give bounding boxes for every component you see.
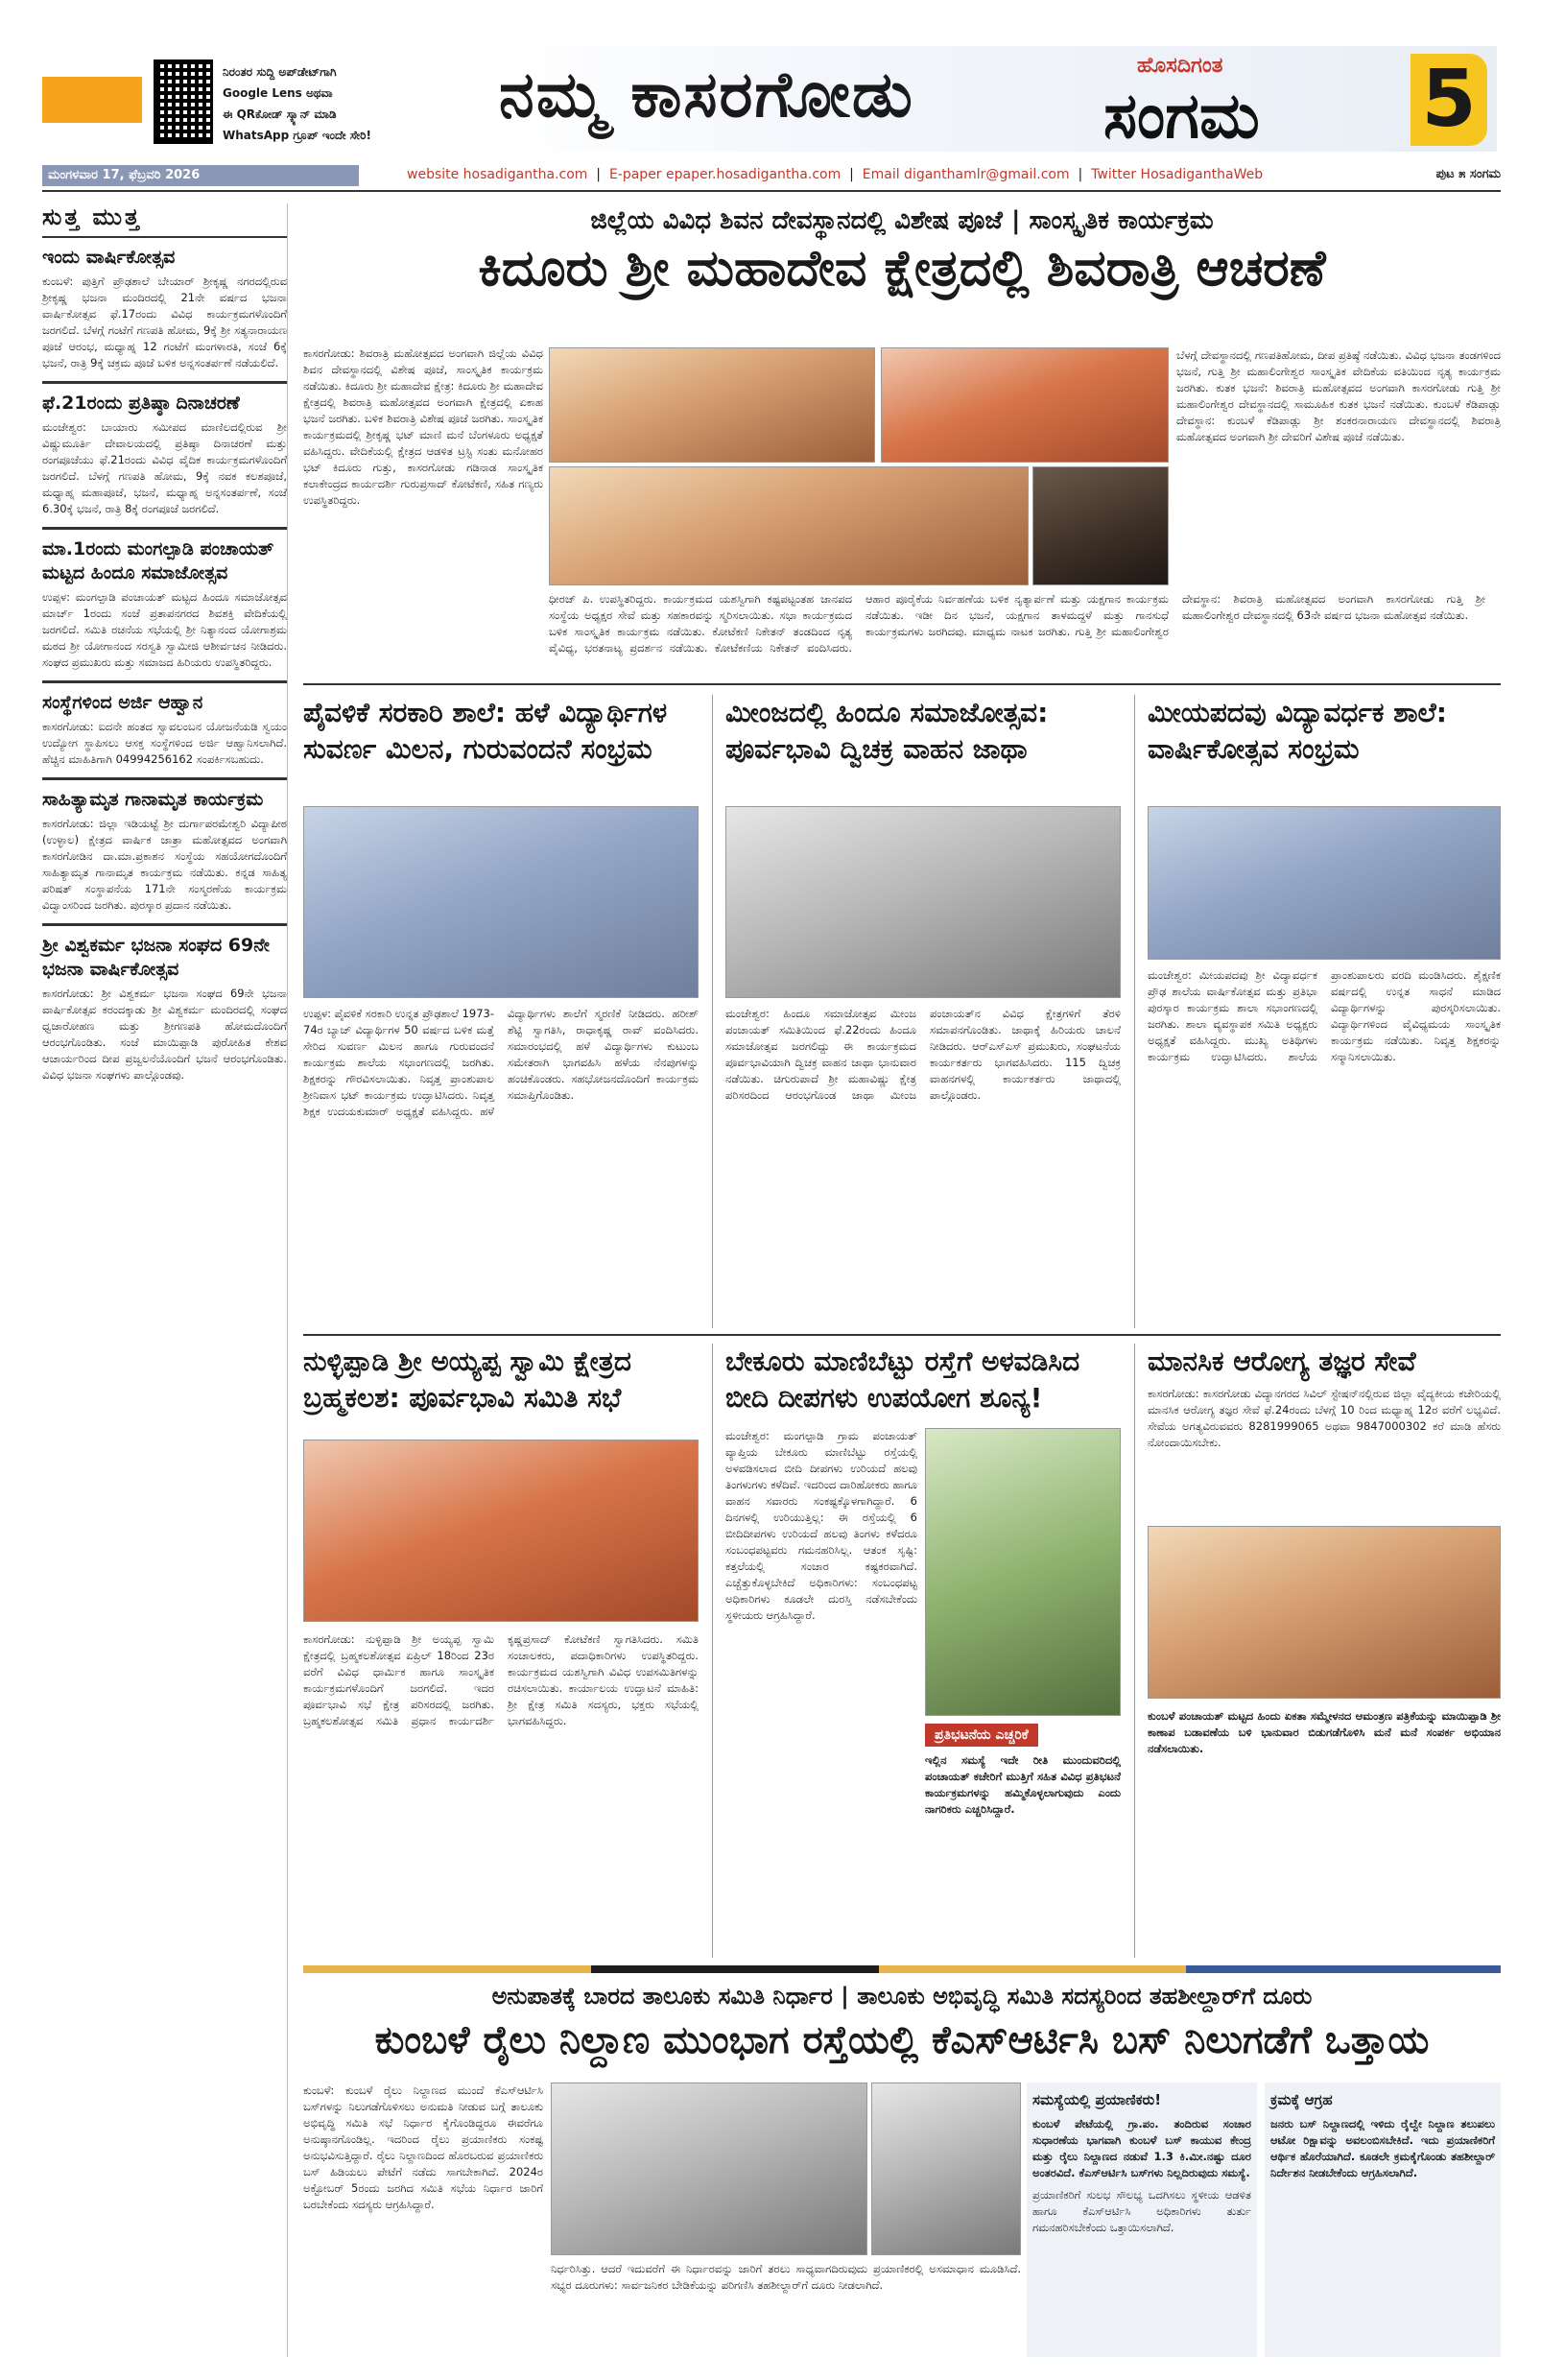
article-headline: ನುಳ್ಳಿಪ್ಪಾಡಿ ಶ್ರೀ ಅಯ್ಯಪ್ಪ ಸ್ವಾಮಿ ಕ್ಷೇತ್ರದ ಬ್ರಹ್ಮಕಲಶ: ಪೂರ್ವಭಾವಿ ಸಮಿತಿ ಸಭೆ bbox=[303, 1345, 631, 1414]
sidebar-item bbox=[42, 246, 287, 371]
sidebar-item bbox=[42, 537, 287, 671]
box-title: ಸಮಸ್ಯೆಯಲ್ಲಿ ಪ್ರಯಾಣಿಕರು! bbox=[1032, 2091, 1162, 2108]
protest-tag: ಪ್ರತಿಭಟನೆಯ ಎಚ್ಚರಿಕೆ bbox=[925, 1724, 1038, 1747]
photo-stage-event bbox=[549, 347, 875, 463]
sidebar-item-title: ಇಂದು ವಾರ್ಷಿಕೋತ್ಸವ bbox=[42, 247, 176, 268]
brand-logo: ಸಂಗಮ bbox=[1103, 79, 1260, 153]
column-rule bbox=[1134, 695, 1135, 1328]
divider bbox=[42, 680, 287, 683]
lead-text: ಕೋಟೆಕಣಿಯ ನಿಕೇತನ್ ವಂದಿಸಿದರು. ಆಹಾರ ಪೂರೈಕೆಯ ನಿರ್ವಹಣೆಯ ಬಳಿಕ ನೃತ್ಯಾರ್ಪಣೆ ಮತ್ತು ಯಕ್ಷಗಾನ ಕಾರ್ಯಕ್ರಮ ನಡೆಯಿತು. ಇಡೀ ದಿನ ಭಜನೆ, ಯಕ್ಷಗಾನ ತಾಳಮದ್ದಳೆ ಮತ್ತು ಗಾನಸುಧೆ ಕಾರ್ಯಕ್ರಮಗಳು ಜರಗಿದವು. bbox=[714, 592, 1169, 654]
lead-column-5: ಬೆಳಗ್ಗೆ ದೇವಸ್ಥಾನದಲ್ಲಿ ಗಣಪತಿಹೋಮ, ದೀಪ ಪ್ರತಿಷ್ಠೆ ನಡೆಯಿತು. ವಿವಿಧ ಭಜನಾ ತಂಡಗಳಿಂದ ಭಜನೆ, ಗುತ್ತಿ ಶ್ರೀ ಮಹಾಲಿಂಗೇಶ್ವರ ಸಾಂಸ್ಕೃತಿಕ ವೇದಿಕೆಯ ವತಿಯಿಂದ ನೃತ್ಯ ಕಾರ್ಯಕ್ರಮ ಜರಗಿತು. ಕುತಕ ಭಜನೆ: ಶಿವರಾತ್ರಿ ಮಹೋತ್ಸವದ ಅಂಗವಾಗಿ ಕಾಸರಗೋಡು ಗುತ್ತಿ ಶ್ರೀ ಮಹಾಲಿಂಗೇಶ್ವರ ದೇವಸ್ಥಾನದಲ್ಲಿ ಸಾಮೂಹಿಕ ಕುತಕ ಭಜನೆ ನಡೆಯಿತು. ಕುಂಬಳೆ ಕೆಡಿಪಾಡ್ಲು ದೇವಸ್ಥಾನ: ಕುಂಬಳೆ ಕೆಡಿಪಾಡ್ಲು ಶ್ರೀ ಶಂಕರನಾರಾಯಣ ದೇವಸ್ಥಾನದಲ್ಲಿ ಶಿವರಾತ್ರಿ ಮಹೋತ್ಸವದ ಅಂಗವಾಗಿ ಶ್ರೀ ದೇವರಿಗೆ ವಿಶೇಷ ಪೂಜೆ ನಡೆಯಿತು. bbox=[1176, 348, 1501, 443]
article-body: ಮಂಜೇಶ್ವರ: ಮೀಯಪದವು ಶ್ರೀ ವಿದ್ಯಾವರ್ಧಕ ಪ್ರೌಢ ಶಾಲೆಯ ವಾರ್ಷಿಕೋತ್ಸವ ಮತ್ತು ಪ್ರತಿಭಾ ಪುರಸ್ಕಾರ ಕಾರ್ಯಕ್ರಮ ಶಾಲಾ ಸಭಾಂಗಣದಲ್ಲಿ ಜರಗಿತು. ಶಾಲಾ ವ್ಯವಸ್ಥಾಪಕ ಸಮಿತಿ ಅಧ್ಯಕ್ಷರು ಅಧ್ಯಕ್ಷತೆ ವಹಿಸಿದ್ದರು. ಮುಖ್ಯ ಅತಿಥಿಗಳು ಕಾರ್ಯಕ್ರಮ ಉದ್ಘಾಟಿಸಿದರು. ಶಾಲೆಯ ಪ್ರಾಂಶುಪಾಲರು ವರದಿ ಮಂಡಿಸಿದರು. ಶೈಕ್ಷಣಿಕ ವರ್ಷದಲ್ಲಿ ಉನ್ನತ ಸಾಧನೆ ಮಾಡಿದ ವಿದ್ಯಾರ್ಥಿಗಳನ್ನು ಪುರಸ್ಕರಿಸಲಾಯಿತು. ವಿದ್ಯಾರ್ಥಿಗಳಿಂದ ವೈವಿಧ್ಯಮಯ ಸಾಂಸ್ಕೃತಿಕ ಕಾರ್ಯಕ್ರಮ ನಡೆಯಿತು. ನಿವೃತ್ತ ಶಿಕ್ಷಕರನ್ನು ಸನ್ಮಾನಿಸಲಾಯಿತು. bbox=[1148, 968, 1501, 1063]
issue-date: ಮಂಗಳವಾರ 17, ಫೆಬ್ರವರಿ 2026 bbox=[42, 165, 359, 186]
section-title: ನಮ್ಮ ಕಾಸರಗೋಡು bbox=[499, 58, 914, 131]
photo-bike-rally bbox=[725, 806, 1121, 998]
bottom-body-1: ಕುಂಬಳೆ: ಕುಂಬಳೆ ರೈಲು ನಿಲ್ದಾಣದ ಮುಂದೆ ಕೆಎಸ್ಆರ್ಟಿಸಿ ಬಸ್‌ಗಳನ್ನು ನಿಲುಗಡೆಗೊಳಿಸಲು ಅನುಮತಿ ನೀಡುವ ಬಗ್ಗೆ ತಾಲೂಕು ಅಭಿವೃದ್ಧಿ ಸಮಿತಿ ಸಭೆ ನಿರ್ಧಾರ ಕೈಗೊಂಡಿದ್ದರೂ ಈವರೆಗೂ ಅನುಷ್ಠಾನಗೊಂಡಿಲ್ಲ. ಇದರಿಂದ ರೈಲು ಪ್ರಯಾಣಿಕರು ಸಂಕಷ್ಟ ಅನುಭವಿಸುತ್ತಿದ್ದಾರೆ. ರೈಲು ನಿಲ್ದಾಣದಿಂದ ಹೊರಬರುವ ಪ್ರಯಾಣಿಕರು ಬಸ್ ಹಿಡಿಯಲು ಪೇಟೆಗೆ ನಡೆದು ಸಾಗಬೇಕಾಗಿದೆ. 2024ರ ಅಕ್ಟೋಬರ್ 5ರಂದು ಜರಗಿದ ಸಮಿತಿ ಸಭೆಯ ನಿರ್ಧಾರ ಜಾರಿಗೆ ಬರಬೇಕೆಂದು ಸದಸ್ಯರು ಆಗ್ರಹಿಸಿದ್ದಾರೆ. bbox=[303, 2083, 543, 2211]
photo-caption: ಕುಂಬಳೆ ಪಂಚಾಯತ್ ಮಟ್ಟದ ಹಿಂದು ಏಕತಾ ಸಮ್ಮೇಳನದ ಆಮಂತ್ರಣ ಪತ್ರಿಕೆಯನ್ನು ಮಾಯಿಪ್ಪಾಡಿ ಶ್ರೀ ಕಾಣಾಪ ಬಡಾವಣೆಯ ಬಳಿ ಭಾನುವಾರ ಬಿಡುಗಡೆಗೊಳಿಸಿ ಮನೆ ಮನೆ ಸಂಪರ್ಕ ಅಭಿಯಾನ ನಡೆಸಲಾಯಿತು. bbox=[1148, 1709, 1501, 1755]
twitter-link[interactable]: Twitter HosadiganthaWeb bbox=[1091, 167, 1264, 182]
color-strip bbox=[1186, 1965, 1501, 1973]
contact-links: website hosadigantha.com | E-paper epaper.hosadigantha.com | Email digantha​mlr@gmail.com | Twitter HosadiganthaWeb bbox=[407, 167, 1264, 182]
sidebar-item bbox=[42, 934, 287, 1083]
masthead bbox=[0, 0, 1541, 161]
photo-alumni-group bbox=[303, 806, 699, 998]
divider bbox=[42, 381, 287, 384]
article-body: ಕಾಸರಗೋಡು: ಕಾಸರಗೋಡು ವಿದ್ಯಾನಗರದ ಸಿವಿಲ್ ಸ್ಟೇಷನ್‌ನಲ್ಲಿರುವ ಜಿಲ್ಲಾ ವೈದ್ಯಕೀಯ ಕಚೇರಿಯಲ್ಲಿ ಮಾನಸಿಕ ಆರೋಗ್ಯ ತಜ್ಞರ ಸೇವೆ ಫೆ.24ರಂದು ಬೆಳಗ್ಗೆ 10 ರಿಂದ ಮಧ್ಯಾಹ್ನ 12ರ ವರೆಗೆ ಲಭ್ಯವಿದೆ. ಸೇವೆಯ ಅಗತ್ಯವಿರುವವರು 8281999065 ಅಥವಾ 9847000302 ಕರೆ ಮಾಡಿ ಹೆಸರು ನೋಂದಾಯಿಸಬೇಕು. bbox=[1148, 1387, 1501, 1449]
email-link[interactable]: Email digantha​mlr@gmail.com bbox=[862, 167, 1070, 182]
sidebar-item-text: ಕಾಸರಗೋಡು: ಜಿಲ್ಲಾ ಇಡಿಯಟ್ಟೆ ಶ್ರೀ ದುರ್ಗಾಪರಮೇಶ್ವರಿ ವಿದ್ಯಾಪೀಠ (ಉಳ್ಳಾಲ) ಕ್ಷೇತ್ರದ ವಾರ್ಷಿಕ ಜಾತ್ರಾ ಮಹೋತ್ಸವದ ಅಂಗವಾಗಿ ಕಾಸರಗೋಡಿನ ದಾ.ಮಾ.ಪ್ರಕಾಶನ ಸಂಸ್ಥೆಯ ಸಹಯೋಗದೊಂದಿಗೆ ಸಾಹಿತ್ಯಾಮೃತ ಗಾನಾಮೃತ ಕಾರ್ಯಕ್ರಮ ನಡೆಯಿತು. ಕನ್ನಡ ಸಾಹಿತ್ಯ ಪರಿಷತ್ ಸಂಸ್ಥಾಪನೆಯ 171ನೇ ಸಂಸ್ಮರಣೆಯ ಕಾರ್ಯಕ್ರಮ ವಿದ್ವಾಂಸರಿಂದ ಜರಗಿತು. ಪುರಸ್ಕಾರ ಪ್ರದಾನ ನಡೆಯಿತು. bbox=[42, 817, 287, 912]
article-headline: ಮೀಯಪದವು ವಿದ್ಯಾವರ್ಧಕ ಶಾಲೆ: ವಾರ್ಷಿಕೋತ್ಸವ ಸಂಭ್ರಮ bbox=[1148, 697, 1447, 765]
sidebar-item bbox=[42, 691, 287, 768]
article-headline: ಮೀಂಜದಲ್ಲಿ ಹಿಂದೂ ಸಮಾಜೋತ್ಸವ: ಪೂರ್ವಭಾವಿ ದ್ವಿಚಕ್ರ ವಾಹನ ಜಾಥಾ bbox=[725, 697, 1049, 765]
color-strip bbox=[591, 1965, 879, 1973]
sidebar-suttamutta bbox=[42, 203, 288, 2357]
divider bbox=[42, 527, 287, 530]
bottom-story bbox=[303, 1979, 1501, 2075]
website-link[interactable]: website hosadigantha.com bbox=[407, 167, 588, 182]
sidebar-item-title: ಮಾ.1ರಂದು ಮಂಗಲ್ಪಾಡಿ ಪಂಚಾಯತ್ ಮಟ್ಟದ ಹಿಂದೂ ಸಮಾಜೋತ್ಸವ bbox=[42, 538, 274, 583]
column-rule bbox=[712, 1344, 713, 1958]
edition-label: ಪುಟ ೫ ಸಂಗಮ bbox=[1435, 167, 1501, 181]
color-strip bbox=[303, 1965, 591, 1973]
photo-dance-performance bbox=[549, 466, 1029, 585]
lead-text: ಮಾಧ್ಯಮ ನಾಟಕ ಜರಗಿತು. ಗುತ್ತಿ ಶ್ರೀ ಮಹಾಲಿಂಗೇಶ್ವರ ದೇವಸ್ಥಾನ: ಶಿವರಾತ್ರಿ ಮಹೋತ್ಸವದ ಅಂಗವಾಗಿ ಕಾಸರಗೋಡು ಗುತ್ತಿ ಶ್ರೀ ಮಹಾಲಿಂಗೇಶ್ವರ ದೇವಸ್ಥಾನದಲ್ಲಿ 63ನೇ ವರ್ಷದ ಭಜನಾ ಮಹೋತ್ಸವ ನಡೆಯಿತು. bbox=[972, 592, 1485, 638]
sidebar-item-text: ಕಾಸರಗೋಡು: ಐದನೇ ಹಂತದ ಸ್ವಾವಲಂಬನ ಯೋಜನೆಯಡಿ ಸ್ವಯಂ ಉದ್ಯೋಗ ಸ್ಥಾಪಿಸಲು ಆಸಕ್ತ ಸಂಸ್ಥೆಗಳಿಂದ ಅರ್ಜಿ ಆಹ್ವಾನಿಸಲಾಗಿದೆ. ಹೆಚ್ಚಿನ ಮಾಹಿತಿಗಾಗಿ 04994256162 ಸಂಪರ್ಕಿಸಬಹುದು. bbox=[42, 720, 287, 766]
color-strip bbox=[879, 1965, 1186, 1973]
photo-railway-station bbox=[551, 2082, 867, 2255]
epaper-link[interactable]: E-paper epaper.hosadigantha.com bbox=[608, 167, 842, 182]
sidebar-item-title: ಸಾಹಿತ್ಯಾಮೃತ ಗಾನಾಮೃತ ಕಾರ್ಯಕ್ರಮ bbox=[42, 789, 264, 810]
section-rule bbox=[303, 1334, 1501, 1336]
article-headline: ಪೈವಳಿಕೆ ಸರಕಾರಿ ಶಾಲೆ: ಹಳೆ ವಿದ್ಯಾರ್ಥಿಗಳ ಸುವರ್ಣ ಮಿಲನ, ಗುರುವಂದನೆ ಸಂಭ್ರಮ bbox=[303, 697, 668, 765]
side-box-demand bbox=[1265, 2082, 1501, 2357]
lead-kicker: ಜಿಲ್ಲೆಯ ವಿವಿಧ ಶಿವನ ದೇವಸ್ಥಾನದಲ್ಲಿ ವಿಶೇಷ ಪೂಜೆ | ಸಾಂಸ್ಕೃತಿಕ ಕಾರ್ಯಕ್ರಮ bbox=[590, 206, 1214, 235]
lead-column-2 bbox=[549, 591, 1485, 668]
sidebar-item-text: ಕಾಸರಗೋಡು: ಶ್ರೀ ವಿಶ್ವಕರ್ಮ ಭಜನಾ ಸಂಘದ 69ನೇ ಭಜನಾ ವಾರ್ಷಿಕೋತ್ಸವ ಕರಂದಕ್ಕಾಡು ಶ್ರೀ ವಿಶ್ವಕರ್ಮ ಮಂದಿರದಲ್ಲಿ ಸಂಘದ ಧ್ವಜಾರೋಹಣ ಮತ್ತು ಶ್ರೀಗಣಪತಿ ಹೋಮದೊಂದಿಗೆ ಆರಂಭಗೊಂಡಿತು. ಸಂಜೆ ಮಾಯಿಪ್ಪಾಡಿ ಪುರೋಹಿತ ಕೇಶವ ಆಚಾರ್ಯರಿಂದ ದೀಪ ಪ್ರಜ್ವಲನೆಯೊಂದಿಗೆ ಭಜನೆ ಆರಂಭಗೊಂಡಿತು. ವಿವಿಧ ಭಜನಾ ಸಂಘಗಳು ಪಾಲ್ಗೊಂಡವು. bbox=[42, 987, 287, 1082]
page-number-badge: 5 bbox=[1411, 54, 1487, 146]
sidebar-item-text: ಉಪ್ಪಳ: ಮಂಗಲ್ಪಾಡಿ ಪಂಚಾಯತ್ ಮಟ್ಟದ ಹಿಂದೂ ಸಮಾಜೋತ್ಸವ ಮಾರ್ಚ್ 1ರಂದು ಸಂಜೆ ಪ್ರತಾಪನಗರದ ಶಿವಶಕ್ತಿ ವೇದಿಕೆಯಲ್ಲಿ ಜರಗಲಿದೆ. ಸಮಿತಿ ರಚನೆಯ ಸಭೆಯಲ್ಲಿ ಶ್ರೀ ನಿತ್ಯಾನಂದ ಯೋಗಾಶ್ರಮ ಮಠದ ಶ್ರೀ ಯೋಗಾನಂದ ಸರಸ್ವತಿ ಸ್ವಾಮೀಜಿ ಆಶೀರ್ವಚನ ನೀಡಿದರು. ಸಂಘದ ಪ್ರಮುಖರು ಮತ್ತು ಸಮಾಜದ ಹಿರಿಯರು ಉಪಸ್ಥಿತರಿದ್ದರು. bbox=[42, 590, 287, 669]
photo-deity-decoration bbox=[1032, 466, 1169, 585]
article-headline: ಮಾನಸಿಕ ಆರೋಗ್ಯ ತಜ್ಞರ ಸೇವೆ bbox=[1148, 1345, 1416, 1377]
article-body: ಮಂಜೇಶ್ವರ: ಮಂಗಲ್ಪಾಡಿ ಗ್ರಾಮ ಪಂಚಾಯತ್ ವ್ಯಾಪ್ತಿಯ ಬೇಕೂರು ಮಾಣಿಬೆಟ್ಟು ರಸ್ತೆಯಲ್ಲಿ ಅಳವಡಿಸಲಾದ ಬೀದಿ ದೀಪಗಳು ಉರಿಯದೆ ಹಲವು ತಿಂಗಳುಗಳು ಕಳೆದಿವೆ. ಇದರಿಂದ ದಾರಿಹೋಕರು ಹಾಗೂ ವಾಹನ ಸವಾರರು ಸಂಕಷ್ಟಕ್ಕೊಳಗಾಗಿದ್ದಾರೆ. 6 ದಿನಗಳಲ್ಲಿ ಉರಿಯುತ್ತಿಲ್ಲ: ಈ ರಸ್ತೆಯಲ್ಲಿ 6 ಬೀದಿದೀಪಗಳು ಉರಿಯದೆ ಹಲವು ತಿಂಗಳು ಕಳೆದರೂ ಸಂಬಂಧಪಟ್ಟವರು ಗಮನಹರಿಸಿಲ್ಲ. ಆತಂಕ ಸೃಷ್ಟಿ: ಕತ್ತಲೆಯಲ್ಲಿ ಸಂಚಾರ ಕಷ್ಟಕರವಾಗಿದೆ. ಎಚ್ಚೆತ್ತುಕೊಳ್ಳಬೇಕಿದೆ ಅಧಿಕಾರಿಗಳು: ಸಂಬಂಧಪಟ್ಟ ಅಧಿಕಾರಿಗಳು ಕೂಡಲೇ ದುರಸ್ತಿ ನಡೆಸಬೇಕೆಂದು ಸ್ಥಳೀಯರು ಆಗ್ರಹಿಸಿದ್ದಾರೆ. bbox=[725, 1429, 917, 1622]
promo-line: Google Lens ಅಥವಾ bbox=[223, 86, 333, 100]
box-text: ಪ್ರಯಾಣಿಕರಿಗೆ ಸುಲಭ ಸೌಲಭ್ಯ ಒದಗಿಸಲು ಸ್ಥಳೀಯ ಆಡಳಿತ ಹಾಗೂ ಕೆಎಸ್ಆರ್ಟಿಸಿ ಅಧಿಕಾರಿಗಳು ತುರ್ತು ಗಮನಹರಿಸಬೇಕೆಂದು ಒತ್ತಾಯಿಸಲಾಗಿದೆ. bbox=[1032, 2188, 1251, 2234]
dateline bbox=[42, 165, 1501, 186]
lead-text: ಧೀರಜ್ ಪಿ. ಉಪಸ್ಥಿತರಿದ್ದರು. ಕಾರ್ಯಕ್ರಮದ ಯಶಸ್ವಿಗಾಗಿ ಕಷ್ಟಪಟ್ಟಂತಹ ಜಾನಪದ ಸಂಸ್ಥೆಯ ಅಧ್ಯಕ್ಷರ ಸೇವೆ ಮತ್ತು ಸಹಕಾರವನ್ನು ಸ್ಮರಿಸಲಾಯಿತು. ಸಭಾ ಕಾರ್ಯಕ್ರಮದ ಬಳಿಕ ಸಾಂಸ್ಕೃತಿಕ ಕಾರ್ಯಕ್ರಮ ನಡೆಯಿತು. ಕೋಟೆಕಣಿ ನಿಕೇತನ್ ತಂಡದಿಂದ ನೃತ್ಯ ವೈವಿಧ್ಯ, ಭರತನಾಟ್ಯ ಪ್ರದರ್ಶನ ನಡೆಯಿತು. bbox=[549, 592, 852, 654]
lead-column-1: ಕಾಸರಗೋಡು: ಶಿವರಾತ್ರಿ ಮಹೋತ್ಸವದ ಅಂಗವಾಗಿ ಜಿಲ್ಲೆಯ ವಿವಿಧ ಶಿವನ ದೇವಸ್ಥಾನದಲ್ಲಿ ವಿಶೇಷ ಪೂಜೆ, ಸಾಂಸ್ಕೃತಿಕ ಕಾರ್ಯಕ್ರಮ ನಡೆಯಿತು. ಕಿದೂರು ಶ್ರೀ ಮಹಾದೇವ ಕ್ಷೇತ್ರ: ಕಿದೂರು ಶ್ರೀ ಮಹಾದೇವ ಕ್ಷೇತ್ರದಲ್ಲಿ ಶಿವರಾತ್ರಿ ಮಹೋತ್ಸವದ ಅಂಗವಾಗಿ ಕ್ಷೇತ್ರದಲ್ಲಿ ಏಕಾಹ ಭಜನೆ ಜರಗಿತು. ಬಳಿಕ ಶಿವರಾತ್ರಿ ವಿಶೇಷ ಪೂಜೆ ಜರಗಿತು. ಸಾಂಸ್ಕೃತಿಕ ಕಾರ್ಯಕ್ರಮದಲ್ಲಿ ಶ್ರೀಕೃಷ್ಣ ಭಟ್ ಮಾಣಿ ಮನೆ ಬೆಂಗಳೂರು ಅಧ್ಯಕ್ಷತೆ ವಹಿಸಿದ್ದರು. ವೇದಿಕೆಯಲ್ಲಿ ಕ್ಷೇತ್ರದ ಆಡಳಿತ ಟ್ರಸ್ಟಿ ಸಂತು ಮನೋಹರ ಭಟ್ ಕಿದೂರು ಗುತ್ತು, ಕಾಸರಗೋಡು ಗಡಿನಾಡ ಸಾಂಸ್ಕೃತಿಕ ಕಲಾಕೇಂದ್ರದ ಕಾರ್ಯದರ್ಶಿ ಗುರುಪ್ರಸಾದ್ ಕೋಟೆಕಣಿ, ಸಹಿತ ಗಣ್ಯರು ಉಪಸ್ಥಿತರಿದ್ದರು. bbox=[303, 346, 543, 507]
masthead-accent-block bbox=[42, 77, 142, 123]
sidebar-item-title: ಸಂಸ್ಥೆಗಳಿಂದ ಅರ್ಜಿ ಆಹ್ವಾನ bbox=[42, 692, 203, 713]
sidebar-item-title: ಫೆ.21ರಂದು ಪ್ರತಿಷ್ಠಾ ದಿನಾಚರಣೆ bbox=[42, 393, 240, 414]
box-title: ಕ್ರಮಕ್ಕೆ ಆಗ್ರಹ bbox=[1270, 2091, 1333, 2108]
protest-box bbox=[925, 1724, 1121, 1954]
column-rule bbox=[712, 695, 713, 1328]
side-box-passengers bbox=[1027, 2082, 1257, 2357]
photo-school-annual-day bbox=[1148, 806, 1501, 960]
sidebar-item bbox=[42, 788, 287, 914]
article-body: ಕಾಸರಗೋಡು: ನುಳ್ಳಿಪ್ಪಾಡಿ ಶ್ರೀ ಅಯ್ಯಪ್ಪ ಸ್ವಾಮಿ ಕ್ಷೇತ್ರದಲ್ಲಿ ಬ್ರಹ್ಮಕಲಶೋತ್ಸವ ಏಪ್ರಿಲ್ 18ರಿಂದ 23ರ ವರೆಗೆ ವಿವಿಧ ಧಾರ್ಮಿಕ ಹಾಗೂ ಸಾಂಸ್ಕೃತಿಕ ಕಾರ್ಯಕ್ರಮಗಳೊಂದಿಗೆ ಜರಗಲಿದೆ. ಇದರ ಪೂರ್ವಭಾವಿ ಸಭೆ ಕ್ಷೇತ್ರ ಪರಿಸರದಲ್ಲಿ ಜರಗಿತು. ಬ್ರಹ್ಮಕಲಶೋತ್ಸವ ಸಮಿತಿ ಪ್ರಧಾನ ಕಾರ್ಯದರ್ಶಿ ಕೃಷ್ಣಪ್ರಸಾದ್ ಕೋಟೆಕಣಿ ಸ್ವಾಗತಿಸಿದರು. ಸಮಿತಿ ಸಂಚಾಲಕರು, ಪದಾಧಿಕಾರಿಗಳು ಉಪಸ್ಥಿತರಿದ್ದರು. ಕಾರ್ಯಕ್ರಮದ ಯಶಸ್ವಿಗಾಗಿ ವಿವಿಧ ಉಪಸಮಿತಿಗಳನ್ನು ರಚಿಸಲಾಯಿತು. ಕಾರ್ಯಾಲಯ ಉದ್ಘಾಟನೆ ಮಾಹಿತಿ: ಶ್ರೀ ಕ್ಷೇತ್ರ ಸಮಿತಿ ಸದಸ್ಯರು, ಭಕ್ತರು ಸಭೆಯಲ್ಲಿ ಭಾಗವಹಿಸಿದ್ದರು. bbox=[303, 1632, 699, 1727]
article-body: ಮಂಜೇಶ್ವರ: ಹಿಂದೂ ಸಮಾಜೋತ್ಸವ ಮೀಂಜ ಪಂಚಾಯತ್ ಸಮಿತಿಯಿಂದ ಫೆ.22ರಂದು ಹಿಂದೂ ಸಮಾಜೋತ್ಸವ ಜರಗಲಿದ್ದು ಈ ಕಾರ್ಯಕ್ರಮದ ಪೂರ್ವಭಾವಿಯಾಗಿ ದ್ವಿಚಕ್ರ ವಾಹನ ಜಾಥಾ ಭಾನುವಾರ ನಡೆಯಿತು. ಚಿಗುರುಪಾದೆ ಶ್ರೀ ಮಹಾವಿಷ್ಣು ಕ್ಷೇತ್ರ ಪರಿಸರದಿಂದ ಆರಂಭಗೊಂಡ ಜಾಥಾ ಮೀಂಜ ಪಂಚಾಯತ್‌ನ ವಿವಿಧ ಕ್ಷೇತ್ರಗಳಿಗೆ ತೆರಳಿ ಸಮಾಪನಗೊಂಡಿತು. ಜಾಥಾಕ್ಕೆ ಹಿರಿಯರು ಚಾಲನೆ ನೀಡಿದರು. ಆರ್‌ಎಸ್‌ಎಸ್ ಪ್ರಮುಖರು, ಸಂಘಟನೆಯ ಕಾರ್ಯಕರ್ತರು ಭಾಗವಹಿಸಿದರು. 115 ದ್ವಿಚಕ್ರ ವಾಹನಗಳಲ್ಲಿ ಕಾರ್ಯಕರ್ತರು ಜಾಥಾದಲ್ಲಿ ಪಾಲ್ಗೊಂಡರು. bbox=[725, 1007, 1121, 1102]
promo-line: WhatsApp ಗ್ರೂಪ್ ಇಂದೇ ಸೇರಿ! bbox=[223, 129, 371, 142]
photo-streetlight-pole bbox=[925, 1428, 1121, 1716]
photo-invitation-release bbox=[1148, 1526, 1501, 1699]
sidebar-header: ಸುತ್ತ ಮುತ್ತ bbox=[42, 203, 287, 238]
sidebar-item-text: ಮಂಜೇಶ್ವರ: ಬಾಯಾರು ಸಮೀಪದ ಮಾಣಿಲದಲ್ಲಿರುವ ಶ್ರೀ ವಿಷ್ಣುಮೂರ್ತಿ ದೇವಾಲಯದಲ್ಲಿ ಪ್ರತಿಷ್ಠಾ ದಿನಾಚರಣೆ ಮತ್ತು ರಂಗಪೂಜೆಯು ಫೆ.21ರಂದು ವಿವಿಧ ವೈದಿಕ ಕಾರ್ಯಕ್ರಮಗಳೊಂದಿಗೆ ಜರಗಲಿದೆ. ಬೆಳಗ್ಗೆ ಗಣಪತಿ ಹೋಮ, 9ಕ್ಕೆ ನವಕ ಕಲಶಪೂಜೆ, ಮಧ್ಯಾಹ್ನ ಮಹಾಪೂಜೆ, ಭಜನೆ, ಮಧ್ಯಾಹ್ನ ಅನ್ನಸಂತರ್ಪಣೆ, ಸಂಜೆ 6.30ಕ್ಕೆ ಭಜನೆ, ರಾತ್ರಿ 8ಕ್ಕೆ ರಂಗಪೂಜೆ ಜರಗಲಿದೆ. bbox=[42, 420, 287, 515]
brand-logo-small: ಹೊಸದಿಗಂತ bbox=[1137, 54, 1223, 78]
photo-ksrtc-bus bbox=[871, 2082, 1021, 2255]
box-text: ಕುಂಬಳೆ ಪೇಟೆಯಲ್ಲಿ ಗ್ರಾ.ಪಂ. ತಂದಿರುವ ಸಂಚಾರ ಸುಧಾರಣೆಯ ಭಾಗವಾಗಿ ಕುಂಬಳೆ ಬಸ್ ಕಾಯುವ ಕೇಂದ್ರ ಮತ್ತು ರೈಲು ನಿಲ್ದಾಣದ ನಡುವೆ 1.3 ಕಿ.ಮೀ.ನಷ್ಟು ದೂರ ಅಂತರವಿದೆ. ಕೆಎಸ್ಆರ್ಟಿಸಿ ಬಸ್‌ಗಳು ನಿಲ್ಲದಿರುವುದು ಸಮಸ್ಯೆ. bbox=[1032, 2117, 1251, 2179]
box-text: ಜನರು ಬಸ್ ನಿಲ್ದಾಣದಲ್ಲಿ ಇಳಿದು ರೈಲ್ವೇ ನಿಲ್ದಾಣ ತಲುಪಲು ಆಟೋ ರಿಕ್ಷಾವನ್ನು ಅವಲಂಬಿಸಬೇಕಿದೆ. ಇದು ಪ್ರಯಾಣಿಕರಿಗೆ ಆರ್ಥಿಕ ಹೊರೆಯಾಗಿದೆ. ಕೂಡಲೇ ಕ್ರಮಕೈಗೊಂಡು ತಹಶೀಲ್ದಾರ್ ನಿರ್ದೇಶನ ನೀಡಬೇಕೆಂದು ಆಗ್ರಹಿಸಲಾಗಿದೆ. bbox=[1270, 2117, 1495, 2179]
sidebar-item bbox=[42, 392, 287, 517]
whatsapp-promo bbox=[223, 61, 472, 146]
photo-committee-meeting bbox=[303, 1440, 699, 1622]
bottom-kicker: ಅನುಪಾತಕ್ಕೆ ಬಾರದ ತಾಲೂಕು ಸಮಿತಿ ನಿರ್ಧಾರ | ತಾಲೂಕು ಅಭಿವೃದ್ಧಿ ಸಮಿತಿ ಸದಸ್ಯರಿಂದ ತಹಶೀಲ್ದಾರ್‌ಗೆ ದೂರು bbox=[491, 1983, 1313, 2010]
bottom-headline: ಕುಂಬಳೆ ರೈಲು ನಿಲ್ದಾಣ ಮುಂಭಾಗ ರಸ್ತೆಯಲ್ಲಿ ಕೆಎಸ್ಆರ್ಟಿಸಿ ಬಸ್ ನಿಲುಗಡೆಗೆ ಒತ್ತಾಯ bbox=[374, 2018, 1430, 2062]
column-rule bbox=[1134, 1344, 1135, 1958]
sidebar-item-title: ಶ್ರೀ ವಿಶ್ವಕರ್ಮ ಭಜನಾ ಸಂಘದ 69ನೇ ಭಜನಾ ವಾರ್ಷಿಕೋತ್ಸವ bbox=[42, 935, 271, 980]
article-body: ಉಪ್ಪಳ: ಪೈವಳಿಕೆ ಸರಕಾರಿ ಉನ್ನತ ಪ್ರೌಢಶಾಲೆ 1973-74ರ ಬ್ಯಾಚ್ ವಿದ್ಯಾರ್ಥಿಗಳ 50 ವರ್ಷದ ಬಳಿಕ ಮತ್ತೆ ಸೇರಿದ ಸುವರ್ಣ ಮಿಲನ ಹಾಗೂ ಗುರುವಂದನೆ ಕಾರ್ಯಕ್ರಮ ಶಾಲೆಯ ಸಭಾಂಗಣದಲ್ಲಿ ಜರಗಿತು. ಶಿಕ್ಷಕರನ್ನು ಗೌರವಿಸಲಾಯಿತು. ನಿವೃತ್ತ ಪ್ರಾಂಶುಪಾಲ ಶ್ರೀನಿವಾಸ ಭಟ್ ಕಾರ್ಯಕ್ರಮ ಉದ್ಘಾಟಿಸಿದರು. ನಿವೃತ್ತ ಶಿಕ್ಷಕ ಉದಯಕುಮಾರ್ ಅಧ್ಯಕ್ಷತೆ ವಹಿಸಿದ್ದರು. ಹಳೆ ವಿದ್ಯಾರ್ಥಿಗಳು ಶಾಲೆಗೆ ಸ್ಮರಣಿಕೆ ನೀಡಿದರು. ಹರೀಶ್ ಶೆಟ್ಟಿ ಸ್ವಾಗತಿಸಿ, ರಾಧಾಕೃಷ್ಣ ರಾವ್ ವಂದಿಸಿದರು. ಸಮಾರಂಭದಲ್ಲಿ ಹಳೆ ವಿದ್ಯಾರ್ಥಿಗಳು ಕುಟುಂಬ ಸಮೇತರಾಗಿ ಭಾಗವಹಿಸಿ ಹಳೆಯ ನೆನಪುಗಳನ್ನು ಹಂಚಿಕೊಂಡರು. ಸಹಭೋಜನದೊಂದಿಗೆ ಕಾರ್ಯಕ್ರಮ ಸಮಾಪ್ತಿಗೊಂಡಿತು. bbox=[303, 1007, 699, 1118]
header-rule bbox=[42, 190, 1501, 192]
divider bbox=[42, 923, 287, 926]
photo-dancers-group bbox=[881, 347, 1169, 463]
article-headline: ಬೇಕೂರು ಮಾಣಿಬೆಟ್ಟು ರಸ್ತೆಗೆ ಅಳವಡಿಸಿದ ಬೀದಿ ದೀಪಗಳು ಉಪಯೋಗ ಶೂನ್ಯ! bbox=[725, 1345, 1080, 1414]
bottom-body-2: ನಿರ್ಧರಿಸಿತ್ತು. ಆದರೆ ಇದುವರೆಗೆ ಈ ನಿರ್ಧಾರವನ್ನು ಜಾರಿಗೆ ತರಲು ಸಾಧ್ಯವಾಗದಿರುವುದು ಪ್ರಯಾಣಿಕರಲ್ಲಿ ಅಸಮಾಧಾನ ಮೂಡಿಸಿದೆ. ಸಭ್ಯರ ದೂರುಗಳು: ಸಾರ್ವಜನಿಕರ ಬೇಡಿಕೆಯನ್ನು ಪರಿಗಣಿಸಿ ತಹಶೀಲ್ದಾರ್‌ಗೆ ದೂರು ನೀಡಲಾಗಿದೆ. bbox=[551, 2262, 1021, 2292]
divider bbox=[42, 777, 287, 780]
lead-headline: ಕಿದೂರು ಶ್ರೀ ಮಹಾದೇವ ಕ್ಷೇತ್ರದಲ್ಲಿ ಶಿವರಾತ್ರಿ ಆಚರಣೆ bbox=[478, 240, 1326, 298]
promo-line: ಈ QRಕೋಡ್ ಸ್ಕ್ಯಾನ್ ಮಾಡಿ bbox=[223, 107, 337, 121]
protest-text: ಇಲ್ಲಿನ ಸಮಸ್ಯೆ ಇದೇ ರೀತಿ ಮುಂದುವರಿದಲ್ಲಿ ಪಂಚಾಯತ್ ಕಚೇರಿಗೆ ಮುತ್ತಿಗೆ ಸಹಿತ ವಿವಿಧ ಪ್ರತಿಭಟನೆ ಕಾರ್ಯಕ್ರಮಗಳನ್ನು ಹಮ್ಮಿಕೊಳ್ಳಲಾಗುವುದು ಎಂದು ನಾಗರಿಕರು ಎಚ್ಚರಿಸಿದ್ದಾರೆ. bbox=[925, 1753, 1121, 1816]
promo-line: ನಿರಂತರ ಸುದ್ದಿ ಅಪ್‌ಡೇಟ್‌ಗಾಗಿ bbox=[223, 65, 337, 79]
qr-code-icon[interactable] bbox=[154, 60, 213, 144]
sidebar-item-text: ಕುಂಬಳೆ: ಪುತ್ತಿಗೆ ಪ್ರೌಢಶಾಲೆ ಬೇಯಾರ್ ಶ್ರೀಕೃಷ್ಣ ನಗರದಲ್ಲಿರುವ ಶ್ರೀಕೃಷ್ಣ ಭಜನಾ ಮಂದಿರದಲ್ಲಿ 21ನೇ ವರ್ಷದ ಭಜನಾ ವಾರ್ಷಿಕೋತ್ಸವ ಫೆ.17ರಂದು ವಿವಿಧ ಕಾರ್ಯಕ್ರಮಗಳೊಂದಿಗೆ ಜರಗಲಿದೆ. ಬೆಳಗ್ಗೆ ಗಂಟೆಗೆ ಗಣಪತಿ ಹೋಮ, 9ಕ್ಕೆ ಶ್ರೀ ಸತ್ಯನಾರಾಯಣ ಪೂಜೆ ಆರಂಭ, ಮಧ್ಯಾಹ್ನ 12 ಗಂಟೆಗೆ ಮಂಗಳಾರತಿ, ಸಂಜೆ 6ಕ್ಕೆ ಭಜನೆ, ರಾತ್ರಿ 9ಕ್ಕೆ ಚಕ್ರಮ ಪೂಜೆ ಬಳಿಕ ಅನ್ನಸಂತರ್ಪಣೆ ನಡೆಯಲಿದೆ. bbox=[42, 274, 287, 369]
section-rule bbox=[303, 683, 1501, 685]
